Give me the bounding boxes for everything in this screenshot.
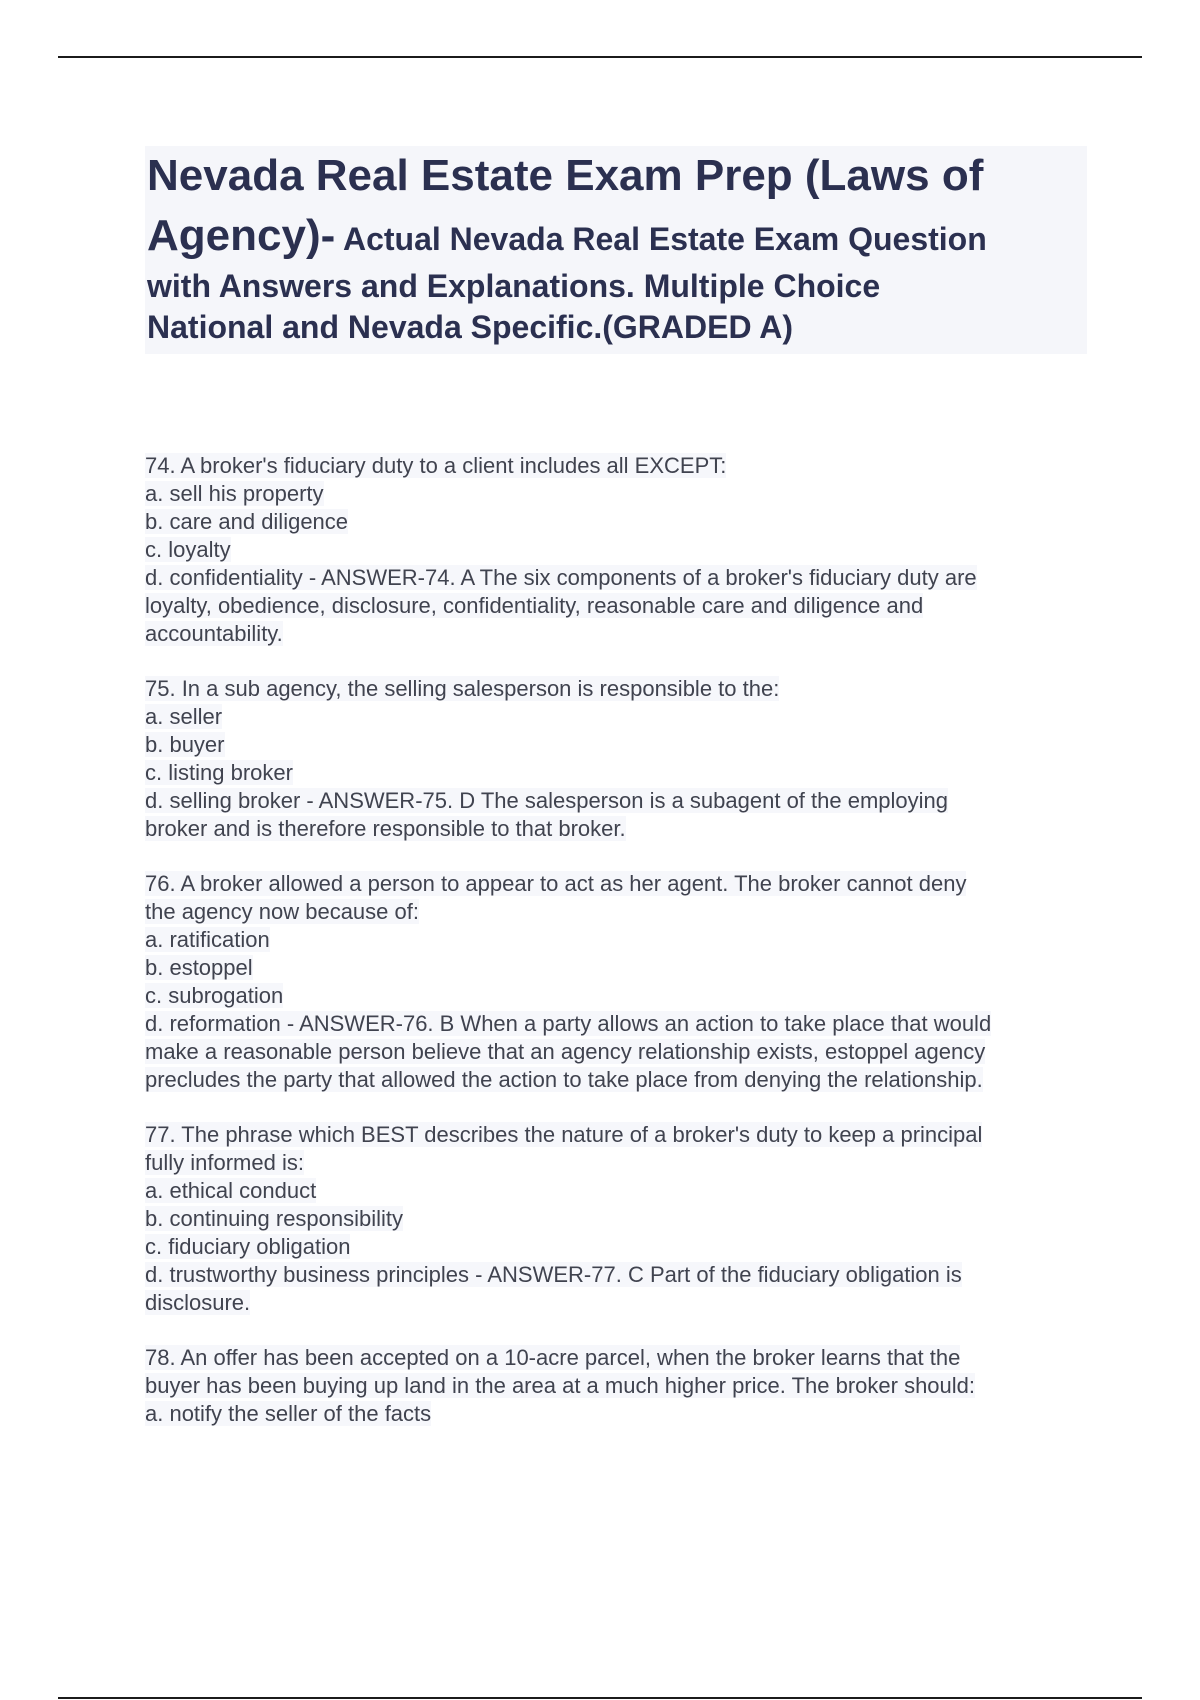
question-line: [145, 1261, 1085, 1289]
subtitle-line-2: with Answers and Explanations. Multiple Choice: [147, 268, 881, 304]
question-line: [145, 564, 1085, 592]
line-text: b. buyer: [145, 732, 225, 757]
question-text: [145, 675, 1085, 703]
question-block: [145, 1121, 1085, 1317]
document-title: [145, 146, 1087, 354]
question-line: [145, 480, 1085, 508]
line-text: c. loyalty: [145, 537, 231, 562]
question-line: [145, 787, 1085, 815]
question-line: [145, 1038, 1085, 1066]
question-line: [145, 1066, 1085, 1094]
line-text: 78. An offer has been accepted on a 10-acre parcel, when the broker learns that the: [145, 1345, 961, 1370]
bottom-rule: [58, 1697, 1142, 1699]
line-text: 77. The phrase which BEST describes the nature of a broker's duty to keep a principal: [145, 1122, 983, 1147]
line-text: a. notify the seller of the facts: [145, 1401, 432, 1426]
question-line: [145, 1010, 1085, 1038]
question-line: [145, 703, 1085, 731]
question-line: [145, 620, 1085, 648]
line-text: b. care and diligence: [145, 509, 349, 534]
title-main-line-2: Agency)-: [147, 211, 336, 260]
line-text: b. continuing responsibility: [145, 1206, 404, 1231]
line-text: c. listing broker: [145, 760, 293, 785]
line-text: 75. In a sub agency, the selling salesperson is responsible to the:: [145, 676, 780, 701]
top-rule: [58, 56, 1142, 58]
subtitle-line-3: National and Nevada Specific.(GRADED A): [147, 309, 794, 345]
question-line: [145, 536, 1085, 564]
question-text: [145, 452, 1085, 480]
line-text: a. ratification: [145, 927, 270, 952]
question-line: [145, 731, 1085, 759]
question-line: [145, 759, 1085, 787]
question-text: [145, 870, 1085, 898]
line-text: c. fiduciary obligation: [145, 1234, 351, 1259]
question-line: [145, 508, 1085, 536]
question-line: [145, 592, 1085, 620]
question-block: [145, 675, 1085, 843]
question-line: [145, 1177, 1085, 1205]
question-line: [145, 815, 1085, 843]
question-line: [145, 1289, 1085, 1317]
question-block: [145, 1344, 1085, 1428]
line-text: d. trustworthy business principles - ANSWER-77. C Part of the fiduciary obligation is: [145, 1262, 962, 1287]
question-line: [145, 1149, 1085, 1177]
line-text: buyer has been buying up land in the area at a much higher price. The broker should:: [145, 1373, 976, 1398]
line-text: d. selling broker - ANSWER-75. D The salesperson is a subagent of the employing: [145, 788, 948, 813]
line-text: d. confidentiality - ANSWER-74. A The six components of a broker's fiduciary duty are: [145, 565, 977, 590]
line-text: fully informed is:: [145, 1150, 304, 1175]
question-line: [145, 982, 1085, 1010]
question-line: [145, 954, 1085, 982]
line-text: a. ethical conduct: [145, 1178, 317, 1203]
line-text: d. reformation - ANSWER-76. B When a party allows an action to take place that would: [145, 1011, 992, 1036]
line-text: accountability.: [145, 621, 283, 646]
question-line: [145, 1205, 1085, 1233]
line-text: b. estoppel: [145, 955, 253, 980]
line-text: c. subrogation: [145, 983, 284, 1008]
title-line-2: [147, 206, 1085, 266]
question-text: [145, 1121, 1085, 1149]
line-text: disclosure.: [145, 1290, 251, 1315]
question-text: [145, 1344, 1085, 1372]
subtitle-line-1: Actual Nevada Real Estate Exam Question: [335, 221, 987, 257]
question-line: [145, 1233, 1085, 1261]
question-list: [145, 452, 1085, 1455]
title-line-1: Nevada Real Estate Exam Prep (Laws of: [147, 151, 984, 200]
line-text: the agency now because of:: [145, 899, 419, 924]
line-text: broker and is therefore responsible to that broker.: [145, 816, 626, 841]
question-line: [145, 926, 1085, 954]
line-text: loyalty, obedience, disclosure, confidentiality, reasonable care and diligence and: [145, 593, 924, 618]
line-text: 74. A broker's fiduciary duty to a client includes all EXCEPT:: [145, 453, 727, 478]
line-text: precludes the party that allowed the action to take place from denying the relationship.: [145, 1067, 983, 1092]
line-text: 76. A broker allowed a person to appear to act as her agent. The broker cannot deny: [145, 871, 967, 896]
question-line: [145, 1372, 1085, 1400]
question-block: [145, 870, 1085, 1094]
line-text: make a reasonable person believe that an agency relationship exists, estoppel agency: [145, 1039, 986, 1064]
line-text: a. sell his property: [145, 481, 324, 506]
line-text: a. seller: [145, 704, 223, 729]
question-line: [145, 1400, 1085, 1428]
question-line: [145, 898, 1085, 926]
question-block: [145, 452, 1085, 648]
